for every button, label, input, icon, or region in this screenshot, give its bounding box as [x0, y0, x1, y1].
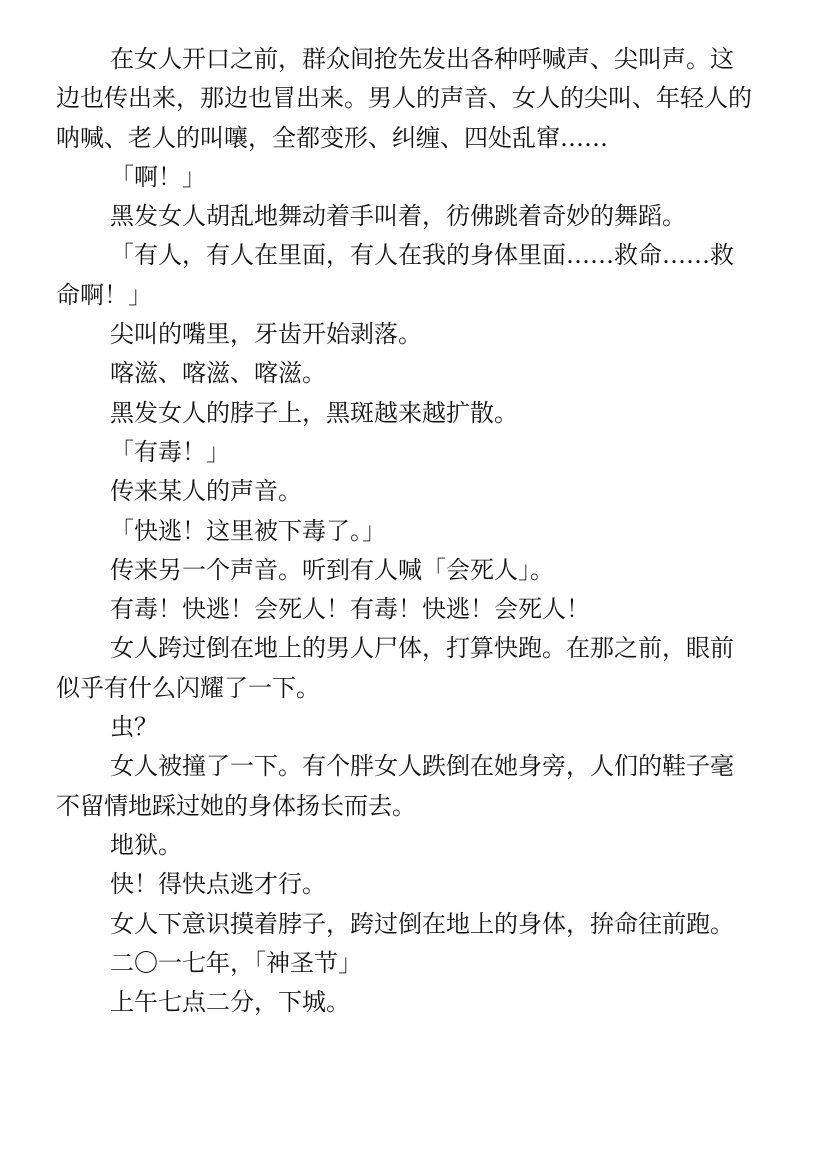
- paragraph: 地狱。: [110, 830, 182, 859]
- paragraph: 上午七点二分，下城。: [110, 988, 350, 1017]
- paragraph: 传来某人的声音。: [110, 477, 302, 506]
- paragraph: 「有人，有人在里面，有人在我的身体里面……救命……救命啊！」: [56, 241, 734, 309]
- page-text: [56, 40, 756, 1022]
- paragraph: 女人跨过倒在地上的男人尸体，打算快跑。在那之前，眼前似乎有什么闪耀了一下。: [56, 634, 734, 702]
- paragraph: 在女人开口之前，群众间抢先发出各种呼喊声、尖叫声。这边也传出来，那边也冒出来。男人的声音、女人的尖叫、年轻人的呐喊、老人的叫嚷，全都变形、纠缠、四处乱窜……: [56, 45, 752, 152]
- paragraph: 「快逃！这里被下毒了。」: [110, 516, 386, 545]
- paragraph: 喀滋、喀滋、喀滋。: [110, 359, 326, 388]
- paragraph: 黑发女人胡乱地舞动着手叫着，彷佛跳着奇妙的舞蹈。: [110, 202, 686, 231]
- paragraph: 女人下意识摸着脖子，跨过倒在地上的身体，拚命往前跑。: [110, 909, 734, 938]
- paragraph: 有毒！快逃！会死人！有毒！快逃！会死人！: [110, 595, 590, 624]
- paragraph: 「有毒！」: [110, 437, 230, 466]
- paragraph: 二〇一七年，「神圣节」: [110, 948, 362, 977]
- paragraph: 快！得快点逃才行。: [110, 870, 326, 899]
- paragraph: 虫？: [110, 713, 158, 742]
- paragraph: 女人被撞了一下。有个胖女人跌倒在她身旁，人们的鞋子毫不留情地踩过她的身体扬长而去。: [56, 752, 734, 820]
- paragraph: 传来另一个声音。听到有人喊「会死人」。: [110, 555, 554, 584]
- paragraph: 「啊！」: [110, 162, 206, 191]
- paragraph: 黑发女人的脖子上，黑斑越来越扩散。: [110, 398, 518, 427]
- paragraph: 尖叫的嘴里，牙齿开始剥落。: [110, 320, 422, 349]
